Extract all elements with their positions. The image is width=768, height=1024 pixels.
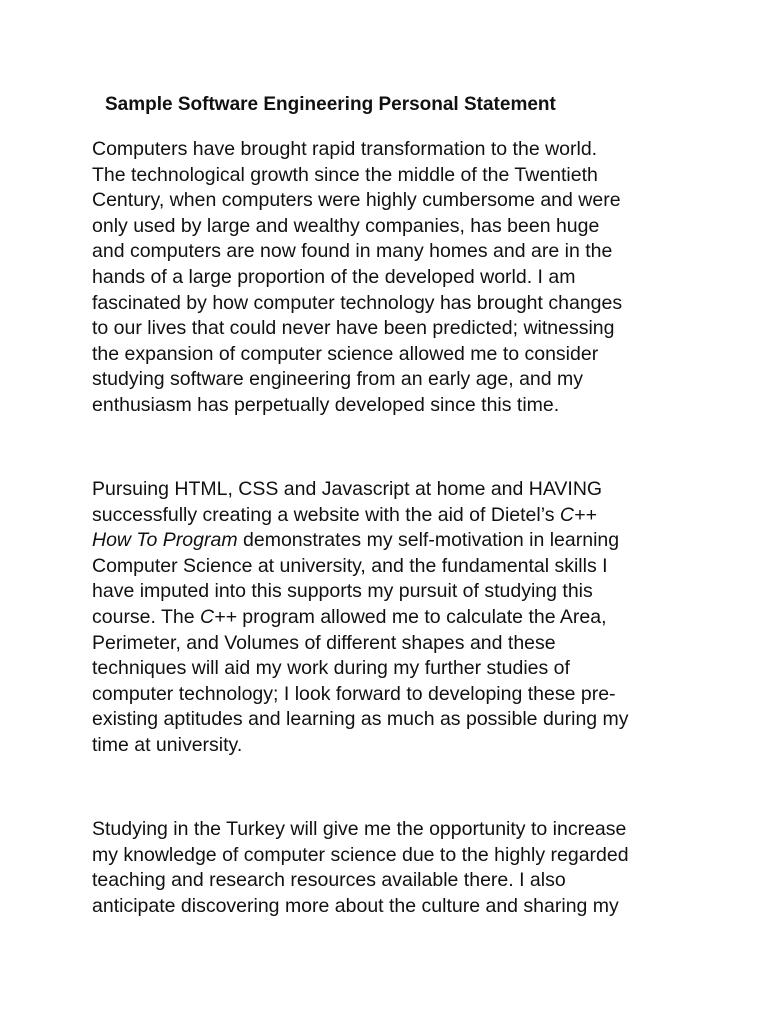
paragraph-intro (92, 137, 692, 419)
paragraph-line: The technological growth since the middle of the Twentieth (92, 163, 598, 186)
paragraph-experience (92, 477, 692, 759)
line-text: demonstrates my self-motivation in learning (237, 529, 620, 552)
paragraph-line: and computers are now found in many homes and are in the (92, 240, 613, 263)
paragraph-study-abroad (92, 817, 692, 919)
paragraph-line: computer technology; I look forward to developing these pre- (92, 682, 616, 705)
line-text: program allowed me to calculate the Area, (236, 605, 607, 628)
paragraph-line: Computers have brought rapid transformation to the world. (92, 138, 598, 160)
paragraph-line: Pursuing HTML, CSS and Javascript at home and HAVING (92, 478, 603, 500)
paragraph-line: fascinated by how computer technology has brought changes (92, 291, 623, 314)
paragraph-line: time at university. (92, 733, 243, 756)
italic-text: How To Program (92, 529, 238, 552)
paragraph-line: Studying in the Turkey will give me the opportunity to increase (92, 818, 627, 840)
paragraph-line: Century, when computers were highly cumbersome and were (92, 189, 621, 212)
paragraph-line (92, 503, 692, 529)
paragraph-line: have imputed into this supports my pursuit of studying this (92, 580, 593, 603)
paragraph-line: only used by large and wealthy companies, has been huge (92, 214, 600, 237)
paragraph-line: teaching and research resources available there. I also (92, 869, 566, 892)
paragraph-line (92, 605, 692, 631)
paragraph-line: my knowledge of computer science due to the highly regarded (92, 843, 629, 866)
paragraph-line: Computer Science at university, and the fundamental skills I (92, 554, 608, 577)
paragraph-line: enthusiasm has perpetually developed since this time. (92, 393, 560, 416)
paragraph-line: studying software engineering from an early age, and my (92, 368, 584, 391)
line-text: successfully creating a website with the aid of Dietel’s (92, 503, 560, 526)
italic-text: C++ (200, 605, 237, 628)
paragraph-line: hands of a large proportion of the developed world. I am (92, 265, 576, 288)
paragraph-line: Perimeter, and Volumes of different shapes and these (92, 631, 556, 654)
paragraph-line (92, 528, 692, 554)
italic-text: C++ (559, 503, 597, 526)
paragraph-line: existing aptitudes and learning as much as possible during my (92, 708, 629, 731)
line-text: course. The (92, 605, 201, 628)
paragraph-line: to our lives that could never have been predicted; witnessing (92, 317, 615, 340)
document-title: Sample Software Engineering Personal Statement (105, 94, 556, 115)
paragraph-line: techniques will aid my work during my further studies of (92, 657, 570, 680)
paragraph-line: anticipate discovering more about the culture and sharing my (92, 894, 619, 917)
paragraph-line: the expansion of computer science allowed me to consider (92, 342, 599, 365)
